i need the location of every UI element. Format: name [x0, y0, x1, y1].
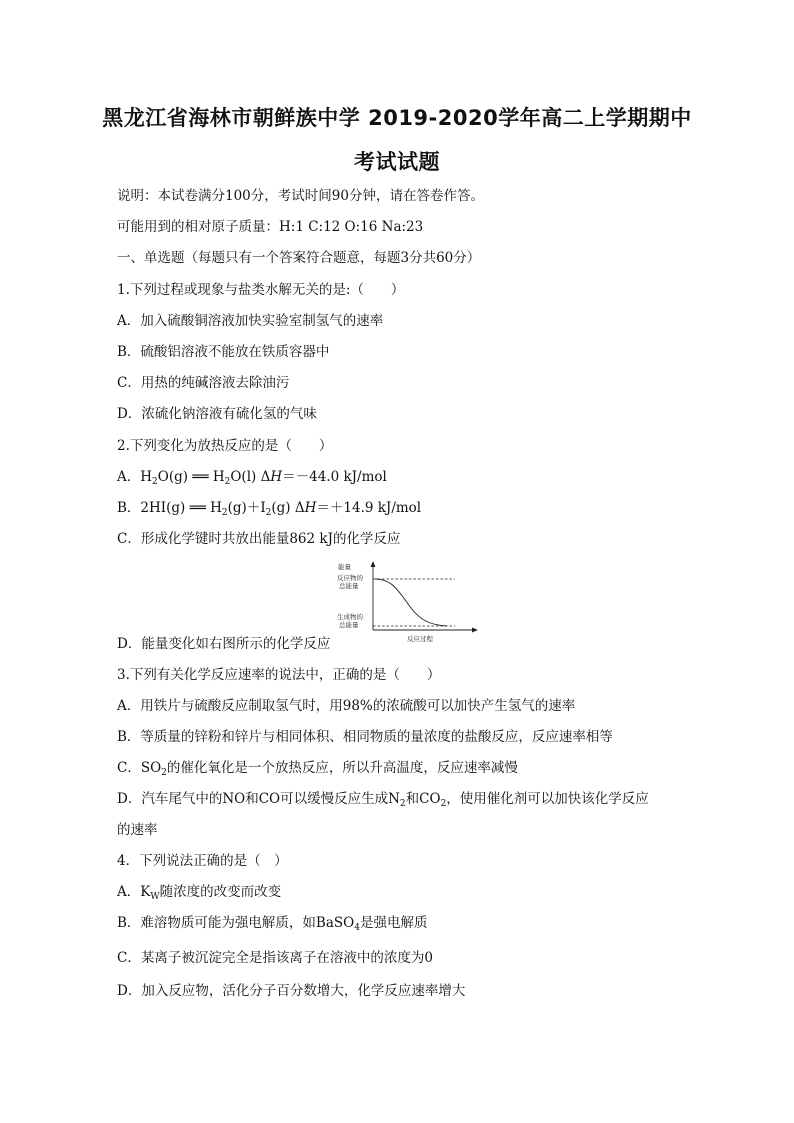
question-3-option-c: C．$SO_2$的催化氧化是一个放热反应，所以升高温度，反应速率减慢 — [117, 760, 518, 778]
diagram-product-label-2: 总能量 — [339, 621, 359, 629]
exam-note: 说明：本试卷满分100分，考试时间90分钟，请在答卷作答。 — [117, 188, 484, 204]
question-3-stem: 3.下列有关化学反应速率的说法中，正确的是（ ） — [117, 667, 441, 683]
question-3-option-a: A．用铁片与硫酸反应制取氢气时，用98%的浓硫酸可以加快产生氢气的速率 — [117, 698, 576, 714]
diagram-x-label: 反应过程 — [407, 635, 433, 643]
question-1-option-c: C．用热的纯碱溶液去除油污 — [117, 375, 290, 391]
question-4-option-b: B．难溶物质可能为强电解质，如BaSO$_4$是强电解质 — [117, 915, 428, 933]
diagram-reactant-label-1: 反应物的 — [337, 574, 363, 582]
diagram-product-label-1: 生成物的 — [337, 613, 363, 621]
diagram-y-arrow — [371, 561, 376, 567]
question-4-option-a: A．$K_W$随浓度的改变而改变 — [117, 884, 282, 902]
question-2-stem: 2.下列变化为放热反应的是（ ） — [117, 438, 333, 454]
atomic-mass-note: 可能用到的相对原子质量：H:1 C:12 O:16 Na:23 — [117, 219, 424, 235]
document-title-line2: 考试试题 — [354, 150, 440, 174]
document-title-line1: 黑龙江省海林市朝鲜族中学 2019-2020学年高二上学期期中 — [102, 106, 692, 130]
question-2-option-d: D．能量变化如右图所示的化学反应 — [117, 636, 331, 652]
energy-curve — [375, 579, 447, 626]
question-3-option-b: B．等质量的锌粉和锌片与相同体积、相同物质的量浓度的盐酸反应，反应速率相等 — [117, 729, 613, 745]
section-heading: 一、单选题（每题只有一个答案符合题意，每题3分共60分） — [117, 250, 481, 266]
question-1-option-b: B．硫酸铝溶液不能放在铁质容器中 — [117, 344, 330, 360]
question-1-stem: 1.下列过程或现象与盐类水解无关的是:（ ） — [117, 282, 405, 298]
question-1-option-a: A．加入硫酸铜溶液加快实验室制氢气的速率 — [117, 313, 384, 329]
question-2-option-b: B．2HI(g) ══ $H_2(g)+I_2(g)$ ΔH＝＋14.9 kJ/mol — [117, 500, 422, 518]
question-4-stem: 4．下列说法正确的是（ ） — [117, 853, 288, 869]
question-3-option-d: D．汽车尾气中的NO和CO可以缓慢反应生成$N_2$和$CO_2$，使用催化剂可以加快该化学反应 — [117, 791, 649, 809]
diagram-x-arrow — [472, 628, 478, 633]
diagram-reactant-label-2: 总能量 — [339, 582, 359, 590]
question-2-option-a: A．$H_2O(g)$ ══ $H_2O(l)$ ΔH＝－44.0 kJ/mol — [117, 469, 387, 487]
diagram-y-label: 能量 — [338, 563, 351, 571]
question-2-option-c: C．形成化学键时共放出能量862 kJ的化学反应 — [117, 531, 401, 547]
question-4-option-d: D．加入反应物，活化分子百分数增大，化学反应速率增大 — [117, 983, 466, 999]
question-1-option-d: D．浓硫化钠溶液有硫化氢的气味 — [117, 406, 317, 422]
question-4-option-c: C．某离子被沉淀完全是指该离子在溶液中的浓度为0 — [117, 950, 433, 966]
energy-diagram — [335, 558, 480, 644]
question-3-option-d-continued: 的速率 — [117, 822, 158, 838]
